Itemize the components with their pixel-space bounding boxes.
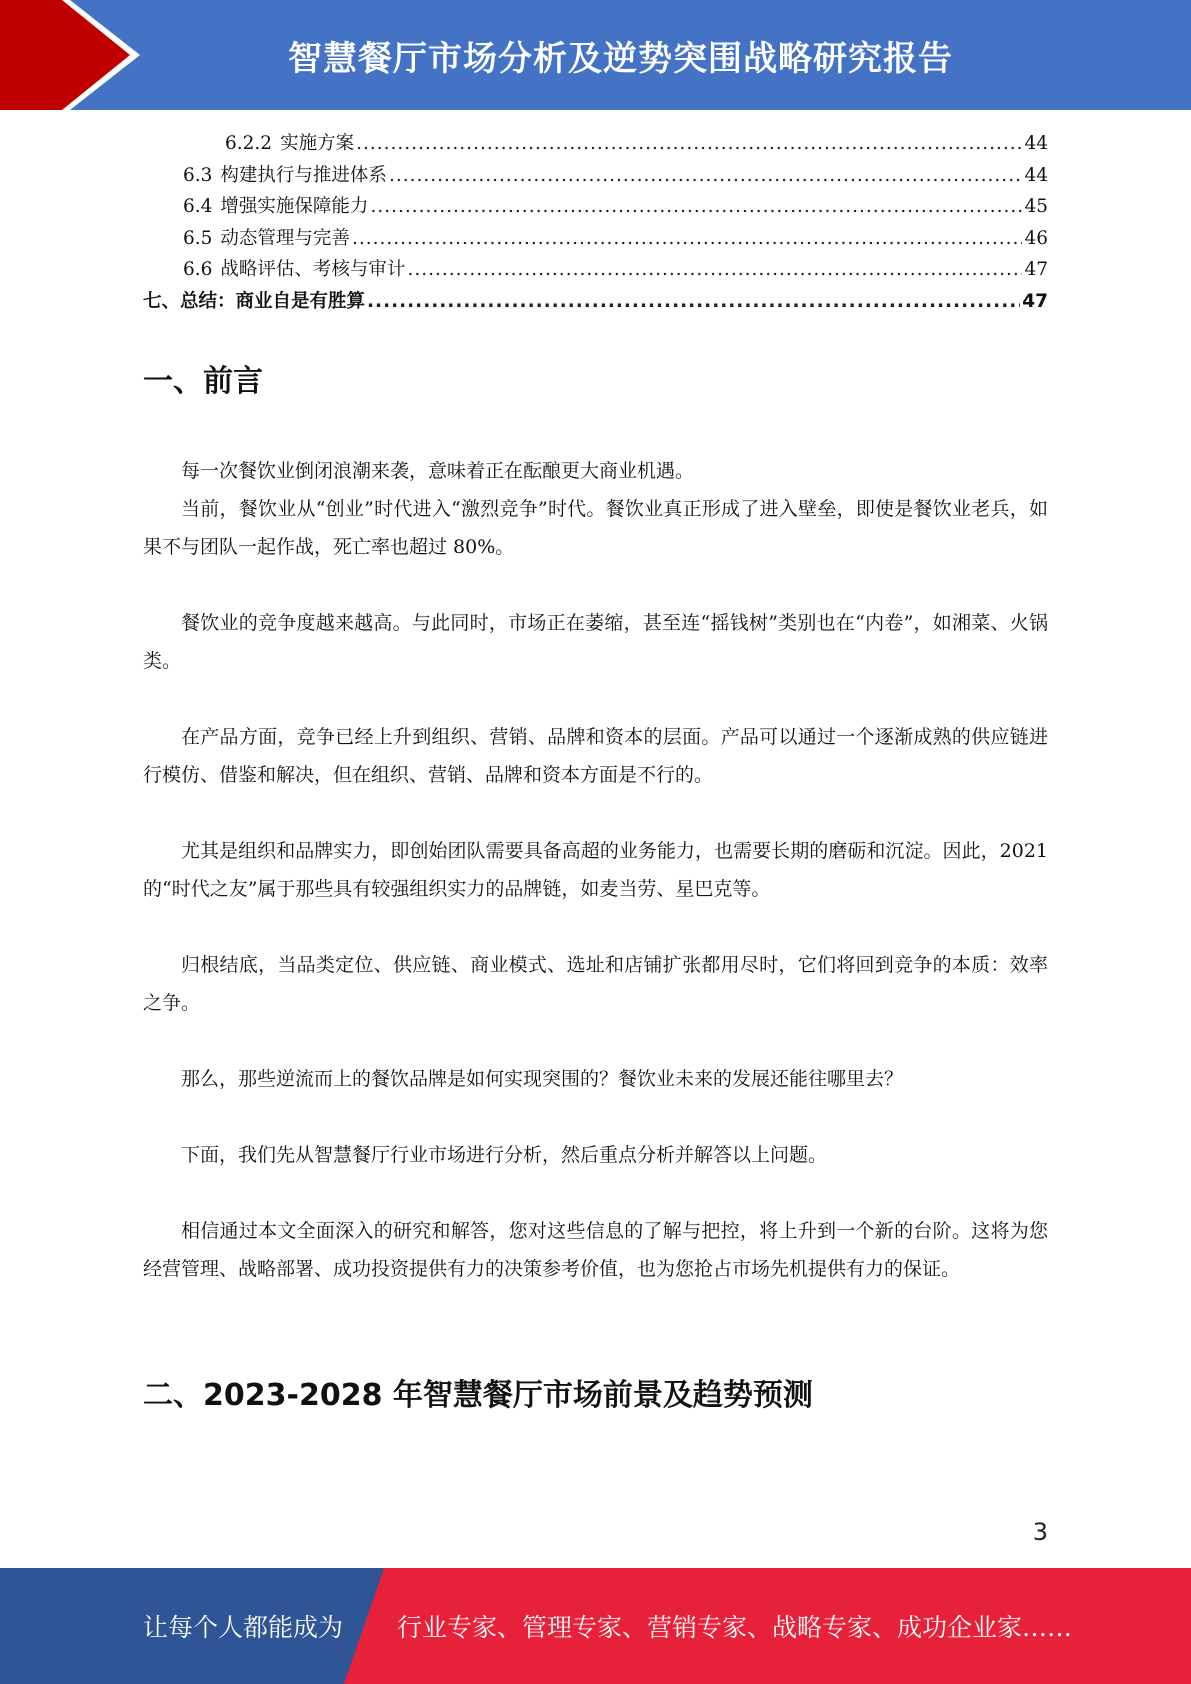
toc-leader bbox=[356, 128, 1022, 160]
paragraph: 当前，餐饮业从“创业”时代进入“激烈竞争”时代。餐饮业真正形成了进入壁垒，即使是餐饮业老兵，如果不与团队一起作战，死亡率也超过 80%。 bbox=[143, 498, 1048, 558]
toc-page: 47 bbox=[1024, 259, 1048, 280]
footer-slogan-left: 让每个人都能成为 bbox=[143, 1613, 344, 1642]
toc-page: 45 bbox=[1024, 196, 1048, 217]
toc-leader bbox=[407, 254, 1022, 286]
toc-entry[interactable] bbox=[143, 191, 1048, 223]
toc-number: 6.5 bbox=[183, 227, 213, 249]
toc-entry[interactable] bbox=[143, 223, 1048, 255]
toc-leader bbox=[370, 191, 1022, 223]
toc-page: 44 bbox=[1024, 164, 1048, 186]
toc-page: 46 bbox=[1024, 227, 1048, 249]
toc-leader bbox=[352, 223, 1023, 255]
paragraph: 在产品方面，竞争已经上升到组织、营销、品牌和资本的层面。产品可以通过一个逐渐成熟的供应链进行模仿、借鉴和解决，但在组织、营销、品牌和资本方面是不行的。 bbox=[143, 726, 1048, 786]
paragraph: 每一次餐饮业倒闭浪潮来袭，意味着正在酝酿更大商业机遇。 bbox=[181, 460, 695, 482]
section-heading-preface: 一、前言 bbox=[143, 364, 263, 399]
toc-leader bbox=[367, 286, 1020, 318]
paragraph: 尤其是组织和品牌实力，即创始团队需要具备高超的业务能力，也需要长期的磨砺和沉淀。因此，2021 的“时代之友”属于那些具有较强组织实力的品牌链，如麦当劳、星巴克等。 bbox=[143, 840, 1048, 900]
toc-leader bbox=[389, 160, 1023, 192]
toc-label: 构建执行与推进体系 bbox=[220, 164, 387, 186]
report-title: 智慧餐厅市场分析及逆势突围战略研究报告 bbox=[288, 38, 953, 79]
toc-page: 44 bbox=[1024, 133, 1048, 154]
toc-entry-chapter[interactable] bbox=[143, 286, 1048, 318]
page-header bbox=[0, 0, 1191, 110]
toc-number: 6.4 bbox=[183, 196, 213, 217]
paragraph: 餐饮业的竞争度越来越高。与此同时，市场正在萎缩，甚至连“摇钱树”类别也在“内卷”，如湘菜、火锅类。 bbox=[143, 612, 1048, 672]
preface-body bbox=[143, 452, 1048, 1288]
paragraph: 那么，那些逆流而上的餐饮品牌是如何实现突围的？餐饮业未来的发展还能往哪里去？ bbox=[181, 1068, 904, 1090]
toc-label: 战略评估、考核与审计 bbox=[220, 259, 406, 280]
page-number: 3 bbox=[1032, 1518, 1048, 1546]
toc-entry[interactable] bbox=[143, 128, 1048, 160]
table-of-contents bbox=[143, 128, 1048, 317]
page-footer bbox=[0, 1568, 1191, 1684]
toc-number: 6.3 bbox=[183, 164, 213, 186]
toc-number: 6.6 bbox=[183, 259, 213, 280]
toc-label: 实施方案 bbox=[280, 133, 355, 154]
toc-page: 47 bbox=[1022, 290, 1048, 312]
paragraph: 归根结底，当品类定位、供应链、商业模式、选址和店铺扩张都用尽时，它们将回到竞争的本质：效率之争。 bbox=[143, 954, 1048, 1014]
toc-label: 增强实施保障能力 bbox=[220, 196, 369, 217]
toc-number: 6.2.2 bbox=[225, 133, 273, 154]
footer-slogan-right: 行业专家、管理专家、营销专家、战略专家、成功企业家…… bbox=[397, 1613, 1073, 1642]
paragraph: 相信通过本文全面深入的研究和解答，您对这些信息的了解与把控，将上升到一个新的台阶。这将为您经营管理、战略部署、成功投资提供有力的决策参考价值，也为您抢占市场先机提供有力的保证。 bbox=[143, 1220, 1048, 1280]
toc-entry[interactable] bbox=[143, 254, 1048, 286]
toc-entry[interactable] bbox=[143, 160, 1048, 192]
section-heading-forecast: 二、2023-2028 年智慧餐厅市场前景及趋势预测 bbox=[143, 1378, 813, 1413]
toc-label: 动态管理与完善 bbox=[220, 227, 350, 249]
paragraph: 下面，我们先从智慧餐厅行业市场进行分析，然后重点分析并解答以上问题。 bbox=[181, 1144, 828, 1166]
toc-label: 七、总结：商业自是有胜算 bbox=[143, 290, 366, 312]
header-arrow-decoration bbox=[0, 0, 160, 110]
